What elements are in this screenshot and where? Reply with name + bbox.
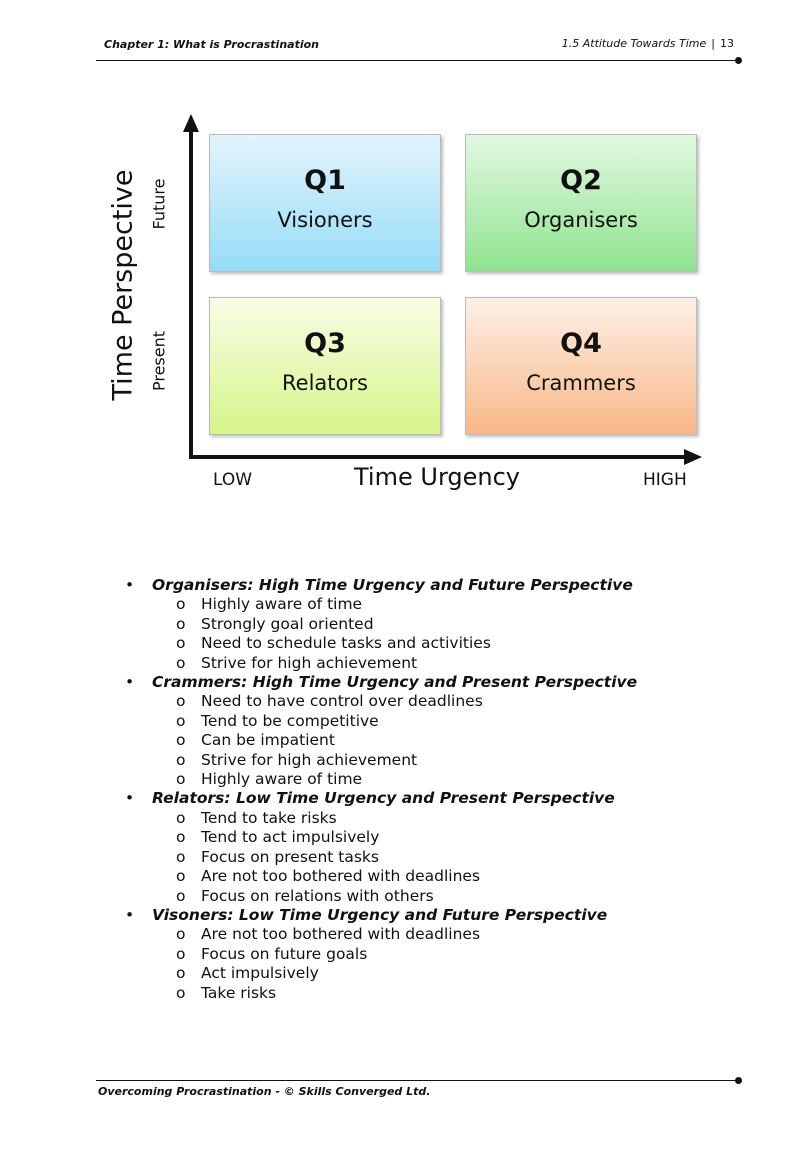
quadrant-q1-name: Visioners <box>277 208 373 232</box>
sub-bullet: o <box>176 770 186 789</box>
sub-bullet: o <box>176 964 186 983</box>
category-title: Visoners: Low Time Urgency and Future Perspective <box>152 905 608 924</box>
sub-bullet: o <box>176 983 186 1002</box>
list-item-text: Highly aware of time <box>201 770 363 789</box>
list-item <box>152 848 744 867</box>
footer-text: Overcoming Procrastination - © Skills Converged Ltd. <box>98 1085 431 1098</box>
list-item-text: Strive for high achievement <box>201 750 418 769</box>
quadrant-q3-name: Relators <box>282 371 368 395</box>
quadrant-description-list <box>124 576 744 1003</box>
header-chapter: Chapter 1: What is Procrastination <box>104 38 319 51</box>
sub-bullet: o <box>176 692 186 711</box>
list-item <box>152 945 744 964</box>
y-tick-future: Future <box>149 178 169 230</box>
sub-bullet: o <box>176 614 186 633</box>
sub-bullet: o <box>176 634 186 653</box>
list-item-text: Tend to take risks <box>201 808 337 827</box>
list-item-text: Focus on future goals <box>201 944 368 963</box>
list-item-text: Act impulsively <box>201 964 319 983</box>
bullet: • <box>125 576 135 594</box>
footer-rule-dot <box>735 1077 742 1084</box>
list-item <box>152 925 744 944</box>
sub-bullet: o <box>176 847 186 866</box>
list-item <box>152 984 744 1003</box>
sub-bullet: o <box>176 867 186 886</box>
quadrant-q4-id: Q4 <box>560 328 602 359</box>
x-axis-arrowhead <box>684 449 702 465</box>
list-item <box>152 887 744 906</box>
list-item <box>152 828 744 847</box>
list-item-text: Highly aware of time <box>201 595 363 614</box>
bullet: • <box>125 789 135 808</box>
list-item-text: Need to have control over deadlines <box>201 692 483 711</box>
list-item-text: Focus on present tasks <box>201 847 379 866</box>
page-number: 13 <box>720 37 734 50</box>
category-title: Relators: Low Time Urgency and Present Perspective <box>152 789 615 808</box>
list-category-organisers <box>124 576 744 673</box>
list-item <box>152 595 744 614</box>
sub-bullet: o <box>176 925 186 944</box>
sub-bullet: o <box>176 653 186 672</box>
list-item <box>152 809 744 828</box>
sub-bullet: o <box>176 828 186 847</box>
quadrant-q2-name: Organisers <box>524 208 638 232</box>
x-tick-high: HIGH <box>643 470 687 490</box>
list-item-text: Focus on relations with others <box>201 886 434 905</box>
header-separator: | <box>711 37 715 50</box>
quadrant-q3 <box>209 297 441 435</box>
quadrant-q1-id: Q1 <box>304 165 346 196</box>
quadrant-q4-name: Crammers <box>526 371 636 395</box>
quadrant-q1 <box>209 134 441 272</box>
list-item <box>152 692 744 711</box>
list-item <box>152 751 744 770</box>
list-item-text: Can be impatient <box>201 731 335 750</box>
sub-bullet: o <box>176 731 186 750</box>
list-item <box>152 867 744 886</box>
header-section-title: 1.5 Attitude Towards Time <box>561 37 707 50</box>
y-axis-arrowhead <box>183 114 199 132</box>
list-item <box>152 615 744 634</box>
footer-rule <box>96 1080 738 1081</box>
bullet: • <box>125 673 135 692</box>
list-item <box>152 712 744 731</box>
quadrant-q4 <box>465 297 697 435</box>
list-item <box>152 964 744 983</box>
list-item-text: Strive for high achievement <box>201 653 418 672</box>
list-item-text: Strongly goal oriented <box>201 614 374 633</box>
list-item-text: Tend to act impulsively <box>201 828 380 847</box>
list-item <box>152 654 744 673</box>
list-item-text: Need to schedule tasks and activities <box>201 634 491 653</box>
list-item <box>152 731 744 750</box>
list-item <box>152 770 744 789</box>
quadrant-q2 <box>465 134 697 272</box>
sub-bullet: o <box>176 944 186 963</box>
sub-bullet: o <box>176 808 186 827</box>
quadrant-q2-id: Q2 <box>560 165 602 196</box>
quadrant-q3-id: Q3 <box>304 328 346 359</box>
sub-bullet: o <box>176 595 186 614</box>
x-tick-low: LOW <box>213 470 253 490</box>
list-category-visoners <box>124 906 744 1003</box>
y-tick-present: Present <box>149 330 169 392</box>
list-item-text: Are not too bothered with deadlines <box>201 925 481 944</box>
x-axis-title: Time Urgency <box>354 463 520 491</box>
category-title: Organisers: High Time Urgency and Future Perspective <box>152 576 633 594</box>
list-category-relators <box>124 789 744 905</box>
list-category-crammers <box>124 673 744 789</box>
list-item-text: Are not too bothered with deadlines <box>201 867 481 886</box>
list-item <box>152 634 744 653</box>
sub-bullet: o <box>176 886 186 905</box>
y-axis-title: Time Perspective <box>107 169 139 401</box>
sub-bullet: o <box>176 750 186 769</box>
sub-bullet: o <box>176 711 186 730</box>
list-item-text: Take risks <box>201 983 277 1002</box>
category-title: Crammers: High Time Urgency and Present Perspective <box>152 673 638 692</box>
bullet: • <box>125 905 135 924</box>
list-item-text: Tend to be competitive <box>201 711 379 730</box>
